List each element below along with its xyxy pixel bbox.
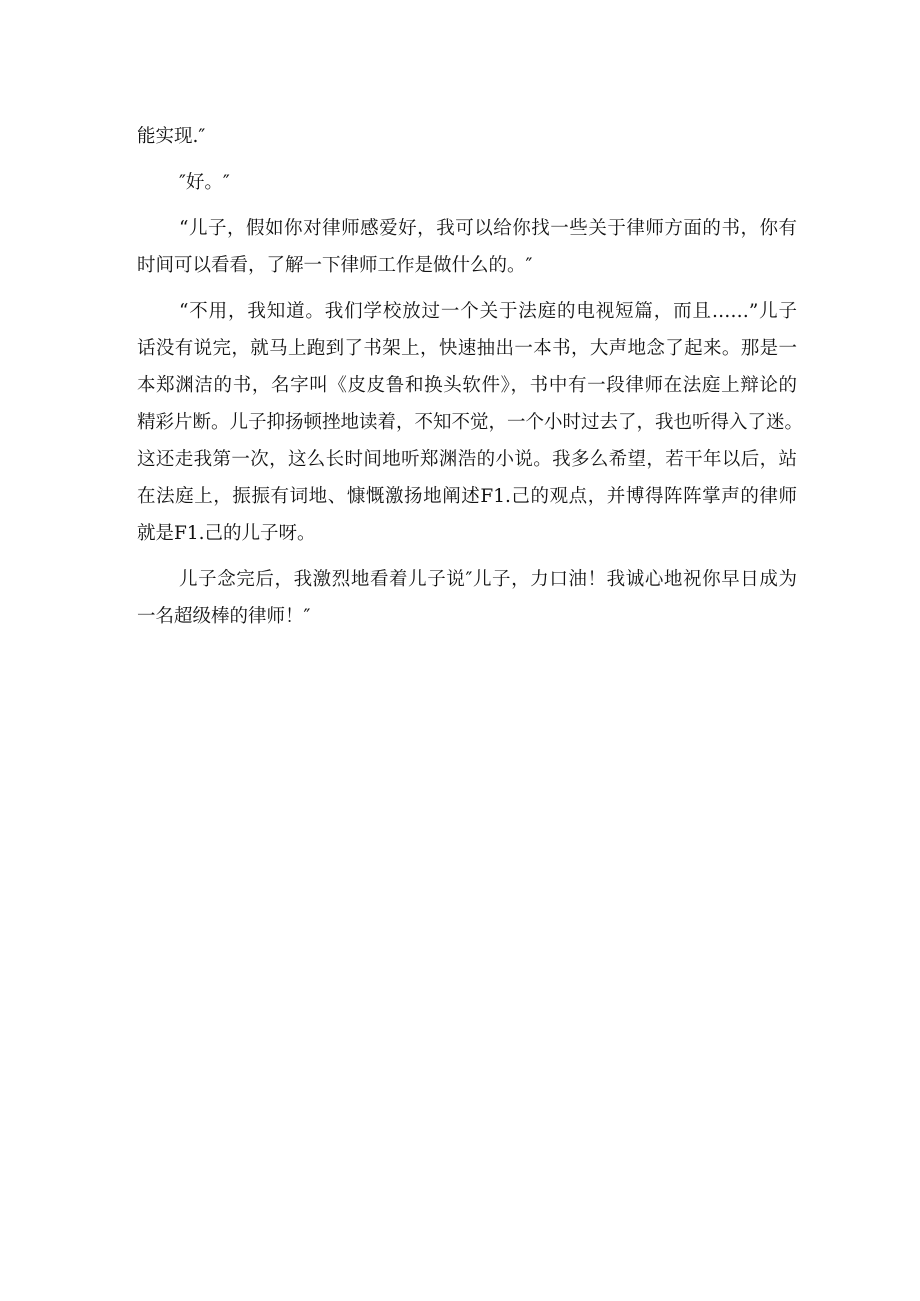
paragraph-2 <box>137 164 797 201</box>
text-line: “不用，我知道。我们学校放过一个关于法庭的电视短篇，而且……”儿子 <box>179 301 797 322</box>
paragraph-4 <box>137 293 804 552</box>
text-line: 就是F1.己的儿子呀。 <box>137 523 316 544</box>
paragraph-1 <box>137 118 797 155</box>
text-line: 本郑渊洁的书，名字叫《皮皮鲁和换头软件》，书中有一段律师在法庭上辩论的 <box>137 375 797 396</box>
text-line: 能实现.″ <box>137 126 206 147</box>
text-line: 儿子念完后，我激烈地看着儿子说″儿子，力口油！我诚心地祝你早日成为 <box>179 569 797 590</box>
text-line: “儿子，假如你对律师感爱好，我可以给你找一些关于律师方面的书，你有 <box>179 218 797 239</box>
text-line: 这还走我第一次，这么长时间地听郑渊浩的小说。我多么希望，若干年以后，站 <box>137 449 797 470</box>
text-line: 在法庭上，振振有词地、慷慨激扬地阐述F1.己的观点，并博得阵阵掌声的律师 <box>137 486 797 507</box>
text-line: 话没有说完，就马上跑到了书架上，快速抽出一本书，大声地念了起来。那是一 <box>137 338 797 359</box>
text-line: ″好。″ <box>179 172 230 193</box>
document-body <box>137 118 804 644</box>
paragraph-5 <box>137 561 797 635</box>
text-line: 时间可以看看，了解一下律师工作是做什么的。″ <box>137 255 533 276</box>
text-line: 一名超级棒的律师！″ <box>137 606 311 627</box>
paragraph-3 <box>137 210 797 284</box>
text-line: 精彩片断。儿子抑扬顿挫地读着，不知不觉，一个小时过去了，我也听得入了迷。 <box>137 412 804 433</box>
